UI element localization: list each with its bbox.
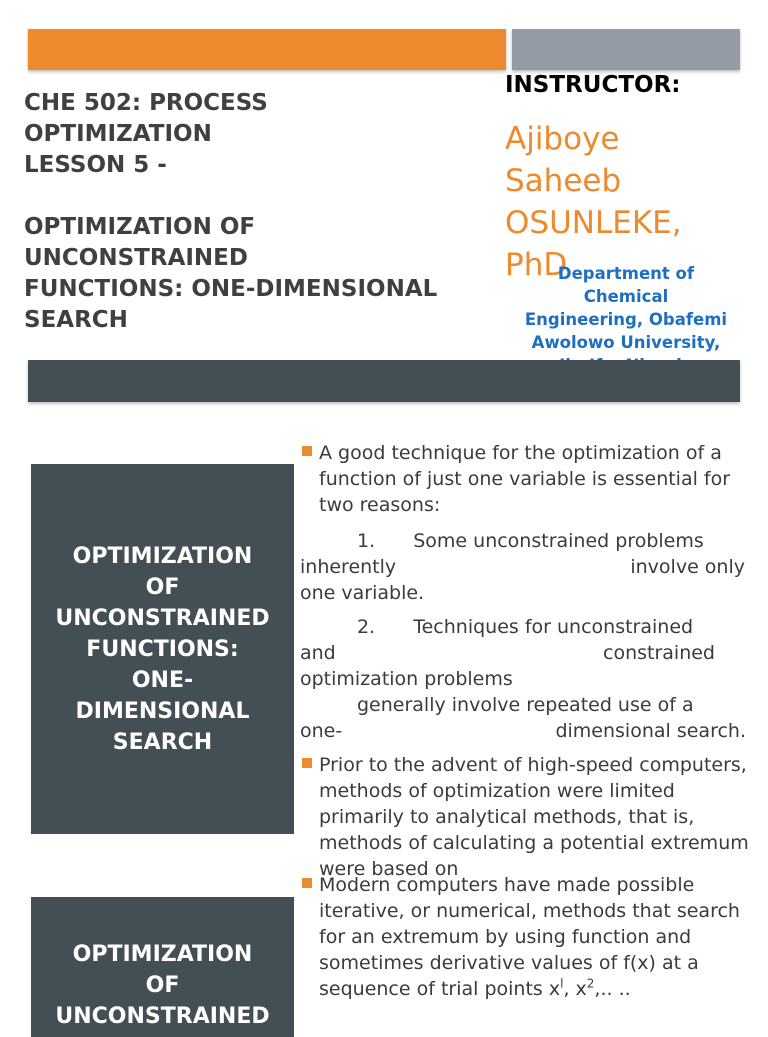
item-text: Techniques for unconstrained xyxy=(413,616,694,638)
bullet-item xyxy=(300,752,762,882)
affiliation-line: Department of xyxy=(557,264,695,283)
title-line xyxy=(24,181,504,212)
bullet-item xyxy=(300,440,762,518)
section-title-box xyxy=(31,464,294,834)
bullet-text: ,.. .. xyxy=(594,978,631,1000)
affiliation-line: Chemical xyxy=(583,287,669,306)
superscript: l xyxy=(560,976,564,991)
bullet-text: , x xyxy=(563,978,587,1000)
section-title-box xyxy=(31,897,294,1037)
item-text: dimensional search. xyxy=(555,720,746,742)
section-title-line: OPTIMIZATION xyxy=(72,543,253,569)
affiliation-line: Engineering, Obafemi xyxy=(524,310,728,329)
orange-square-bullet-icon xyxy=(302,446,312,456)
title-line: LESSON 5 - xyxy=(24,152,167,178)
section-content xyxy=(300,872,762,1024)
section-title-line: ONE- xyxy=(131,667,194,693)
item-text: constrained xyxy=(603,642,715,664)
numbered-item xyxy=(300,528,762,606)
header-accent-bar-gray xyxy=(512,29,740,70)
title-line: SEARCH xyxy=(24,307,128,333)
instructor-name-line: OSUNLEKE, xyxy=(505,205,682,241)
bullet-text: Modern computers have made possible iterative, or numerical, methods that search for an extremum by using function and sometimes derivative values of f(x) at a sequence of trial points x xyxy=(319,874,740,1000)
header-accent-bar-orange xyxy=(28,29,506,70)
instructor-label: INSTRUCTOR: xyxy=(505,72,681,98)
section-title-line: SEARCH xyxy=(112,729,213,755)
item-text: one variable. xyxy=(300,582,425,604)
orange-square-bullet-icon xyxy=(302,878,312,888)
title-line: FUNCTIONS: ONE-DIMENSIONAL xyxy=(24,276,438,302)
title-line: UNCONSTRAINED xyxy=(24,245,248,271)
instructor-name-line: PhD xyxy=(505,247,568,283)
instructor-name-line: Ajiboye xyxy=(505,121,620,157)
section-title-line: OF xyxy=(145,574,180,600)
section-title-line: UNCONSTRAINED xyxy=(55,1004,270,1029)
instructor-name xyxy=(505,118,745,286)
orange-square-bullet-icon xyxy=(302,758,312,768)
item-text: optimization problems xyxy=(300,668,513,690)
numbered-item xyxy=(300,614,762,744)
item-number: 1. xyxy=(357,530,376,552)
superscript: 2 xyxy=(586,976,595,991)
instructor-name-line: Saheeb xyxy=(505,163,622,199)
item-text: inherently xyxy=(300,556,397,578)
section-content xyxy=(300,440,762,880)
bullet-text: Prior to the advent of high-speed computers, methods of optimization were limited primarily to analytical methods, that is, methods of calculating a potential extremum were based on xyxy=(319,754,749,880)
title-line: OPTIMIZATION OF xyxy=(24,214,256,240)
section-title-line: FUNCTIONS: xyxy=(86,636,239,662)
section-title-line: OPTIMIZATION xyxy=(72,942,253,967)
item-text: Some unconstrained problems xyxy=(413,530,704,552)
section-title-line: UNCONSTRAINED xyxy=(55,605,270,631)
affiliation-line: Awolowo University, xyxy=(531,333,721,352)
bullet-text: A good technique for the optimization of a function of just one variable is essential for two reasons: xyxy=(319,442,731,516)
title-line: OPTIMIZATION xyxy=(24,121,212,147)
lesson-title xyxy=(24,88,504,336)
section-title-line: DIMENSIONAL xyxy=(75,698,250,724)
item-text: and xyxy=(300,642,336,664)
bullet-item xyxy=(300,872,762,1002)
title-line: CHE 502: PROCESS xyxy=(24,90,268,116)
header-divider-bar xyxy=(28,360,740,402)
section-title-line: OF xyxy=(145,973,180,998)
item-number: 2. xyxy=(357,616,376,638)
item-text: involve only xyxy=(630,556,745,578)
item-text: generally involve repeated use of a xyxy=(357,694,694,716)
item-text: one- xyxy=(300,720,343,742)
